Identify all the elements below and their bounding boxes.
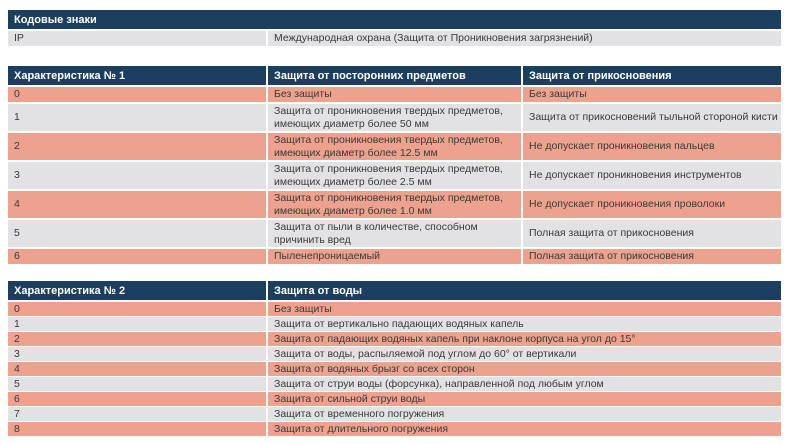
description-cell: Международная охрана (Защита от Проникновения загрязнений) [267, 30, 781, 47]
code-cell: 2 [8, 132, 267, 161]
characteristic2-title: Характеристика № 2 [8, 281, 267, 301]
object-protection-cell: Без защиты [267, 86, 522, 103]
code-cell: 1 [8, 103, 267, 132]
table-row [8, 407, 781, 422]
water-protection-cell: Без защиты [267, 301, 781, 317]
code-cell: 3 [8, 347, 267, 362]
table-row [8, 86, 781, 103]
object-protection-cell: Защита от проникновения твердых предметов, имеющих диаметр более 1.0 мм [267, 190, 522, 219]
contact-protection-cell: Защита от прикосновений тыльной стороной кисти [522, 103, 781, 132]
code-cell: 3 [8, 161, 267, 190]
code-signs-header-row [8, 10, 781, 30]
table-row [8, 362, 781, 377]
water-protection-header: Защита от воды [267, 281, 781, 301]
table-row [8, 30, 781, 47]
characteristic2-header-row [8, 281, 781, 301]
object-protection-cell: Защита от проникновения твердых предметов, имеющих диаметр более 12.5 мм [267, 132, 522, 161]
code-cell: 7 [8, 407, 267, 422]
characteristic1-title: Характеристика № 1 [8, 66, 267, 86]
code-cell: 8 [8, 422, 267, 437]
characteristic1-body [8, 86, 781, 265]
code-cell: 0 [8, 301, 267, 317]
characteristic1-header-row [8, 66, 781, 86]
code-signs-title: Кодовые знаки [8, 10, 781, 30]
table-row [8, 347, 781, 362]
code-cell: 6 [8, 392, 267, 407]
object-protection-cell: Защита от пыли в количестве, способном причинить вред [267, 219, 522, 248]
code-cell: 2 [8, 332, 267, 347]
table-row [8, 132, 781, 161]
water-protection-cell: Защита от воды, распыляемой под углом до 60° от вертикали [267, 347, 781, 362]
table-row [8, 248, 781, 265]
contact-protection-cell: Не допускает проникновения инструментов [522, 161, 781, 190]
characteristic2-body [8, 301, 781, 437]
water-protection-cell: Защита от струи воды (форсунка), направленной под любым углом [267, 377, 781, 392]
water-protection-cell: Защита от падающих водяных капель при наклоне корпуса на угол до 15° [267, 332, 781, 347]
object-protection-cell: Пыленепроницаемый [267, 248, 522, 265]
table-row [8, 392, 781, 407]
water-protection-cell: Защита от вертикально падающих водяных капель [267, 317, 781, 332]
table-row [8, 103, 781, 132]
contact-protection-header: Защита от прикосновения [522, 66, 781, 86]
table-row [8, 317, 781, 332]
table-row [8, 377, 781, 392]
table-row [8, 190, 781, 219]
table-row [8, 219, 781, 248]
contact-protection-cell: Полная защита от прикосновения [522, 248, 781, 265]
object-protection-header: Защита от посторонних предметов [267, 66, 522, 86]
water-protection-cell: Защита от временного погружения [267, 407, 781, 422]
code-cell: 1 [8, 317, 267, 332]
table-row [8, 332, 781, 347]
contact-protection-cell: Без защиты [522, 86, 781, 103]
water-protection-cell: Защита от сильной струи воды [267, 392, 781, 407]
object-protection-cell: Защита от проникновения твердых предметов, имеющих диаметр более 50 мм [267, 103, 522, 132]
contact-protection-cell: Не допускает проникновения пальцев [522, 132, 781, 161]
code-cell: 6 [8, 248, 267, 265]
water-protection-cell: Защита от длительного погружения [267, 422, 781, 437]
code-cell: 4 [8, 190, 267, 219]
code-signs-table [8, 10, 781, 48]
contact-protection-cell: Не допускает проникновения проволоки [522, 190, 781, 219]
table-row [8, 422, 781, 437]
table-row [8, 301, 781, 317]
code-signs-body [8, 30, 781, 47]
code-cell: IP [8, 30, 267, 47]
code-cell: 4 [8, 362, 267, 377]
characteristic1-table [8, 66, 781, 266]
object-protection-cell: Защита от проникновения твердых предметов, имеющих диаметр более 2.5 мм [267, 161, 522, 190]
code-cell: 0 [8, 86, 267, 103]
contact-protection-cell: Полная защита от прикосновения [522, 219, 781, 248]
water-protection-cell: Защита от водяных брызг со всех сторон [267, 362, 781, 377]
code-cell: 5 [8, 219, 267, 248]
characteristic2-table [8, 281, 781, 437]
code-cell: 5 [8, 377, 267, 392]
table-row [8, 161, 781, 190]
